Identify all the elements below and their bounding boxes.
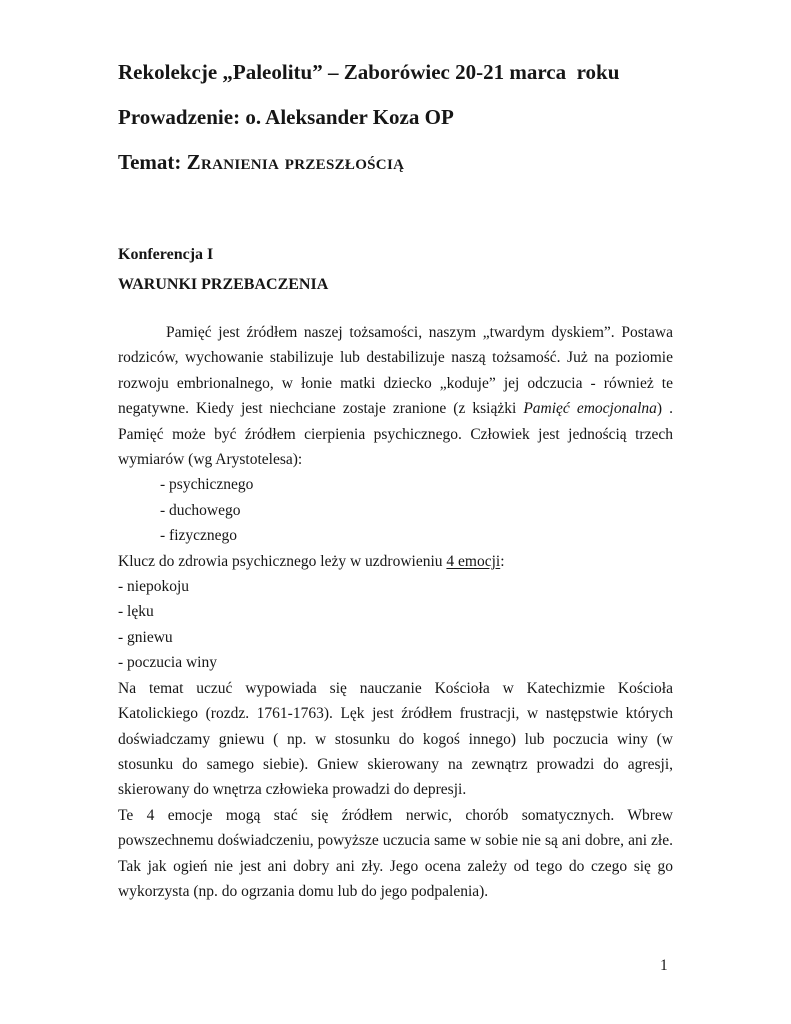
emotions-list [118,574,673,676]
conference-heading: Konferencja I [118,246,214,263]
paragraph-memory [118,320,673,472]
list-item: - poczucia winy [118,654,217,672]
paragraph-memory-text-a: Pamięć jest źródłem naszej tożsamości, naszym „twardym dyskiem”. Postawa rodziców, wychowanie stabilizuje lub destabilizuje naszą tożsamość. Już na poziomie rozwoju embrionalnego, w łonie matki dziecko „koduje” jej odczucia - również te negatywne. Kiedy jest niechciane zostaje zranione (z książki [118,324,673,418]
document-body [118,320,673,904]
list-item: - psychicznego [160,476,254,494]
section-headings [118,240,673,300]
list-item: - duchowego [160,501,241,519]
paragraph-emotions-fire: Te 4 emocje mogą stać się źródłem nerwic, chorób somatycznych. Wbrew powszechnemu doświadczeniu, powyższe uczucia same w sobie nie są ani dobre, ani złe. Tak jak ogień nie jest ani dobry ani zły. Jego ocena zależy od tego do czego się go wykorzysta (np. do ogrzania domu lub do jego podpalenia). [118,806,673,900]
key-sentence [118,549,673,574]
emotions-count-underlined: 4 emocji [446,552,501,570]
page-number: 1 [660,957,668,974]
document-title [118,50,673,185]
topic-label: Temat: [118,150,187,174]
list-item: - lęku [118,603,154,621]
title-line-1: Rekolekcje „Paleolitu” – Zaborówiec 20-21 marca roku [118,60,620,84]
book-title-italic: Pamięć emocjonalna [523,400,657,418]
list-item: - fizycznego [160,527,238,545]
section-title: WARUNKI PRZEBACZENIA [118,276,329,293]
key-sentence-colon: : [500,552,505,570]
paragraph-memory-text-c: ) . Pamięć może być źródłem cierpienia psychicznego. Człowiek jest jednością trzech wymiarów (wg Arystotelesa): [118,400,673,469]
topic-value: Zranienia przeszłością [186,150,405,174]
title-line-2: Prowadzenie: o. Aleksander Koza OP [118,105,454,129]
list-item: - gniewu [118,628,173,646]
key-sentence-text: Klucz do zdrowia psychicznego leży w uzdrowieniu [118,552,447,570]
title-line-3 [118,140,673,185]
dimensions-list [118,472,673,548]
list-item: - niepokoju [118,578,190,596]
paragraph-catechism: Na temat uczuć wypowiada się nauczanie Kościoła w Katechizmie Kościoła Katolickiego (rozdz. 1761-1763). Lęk jest źródłem frustracji, w następstwie których doświadczamy gniewu ( np. w stosunku do kogoś innego) lub poczucia winy (w stosunku do samego siebie). Gniew skierowany na zewnątrz prowadzi do agresji, skierowany do wnętrza człowieka prowadzi do depresji. [118,679,673,799]
